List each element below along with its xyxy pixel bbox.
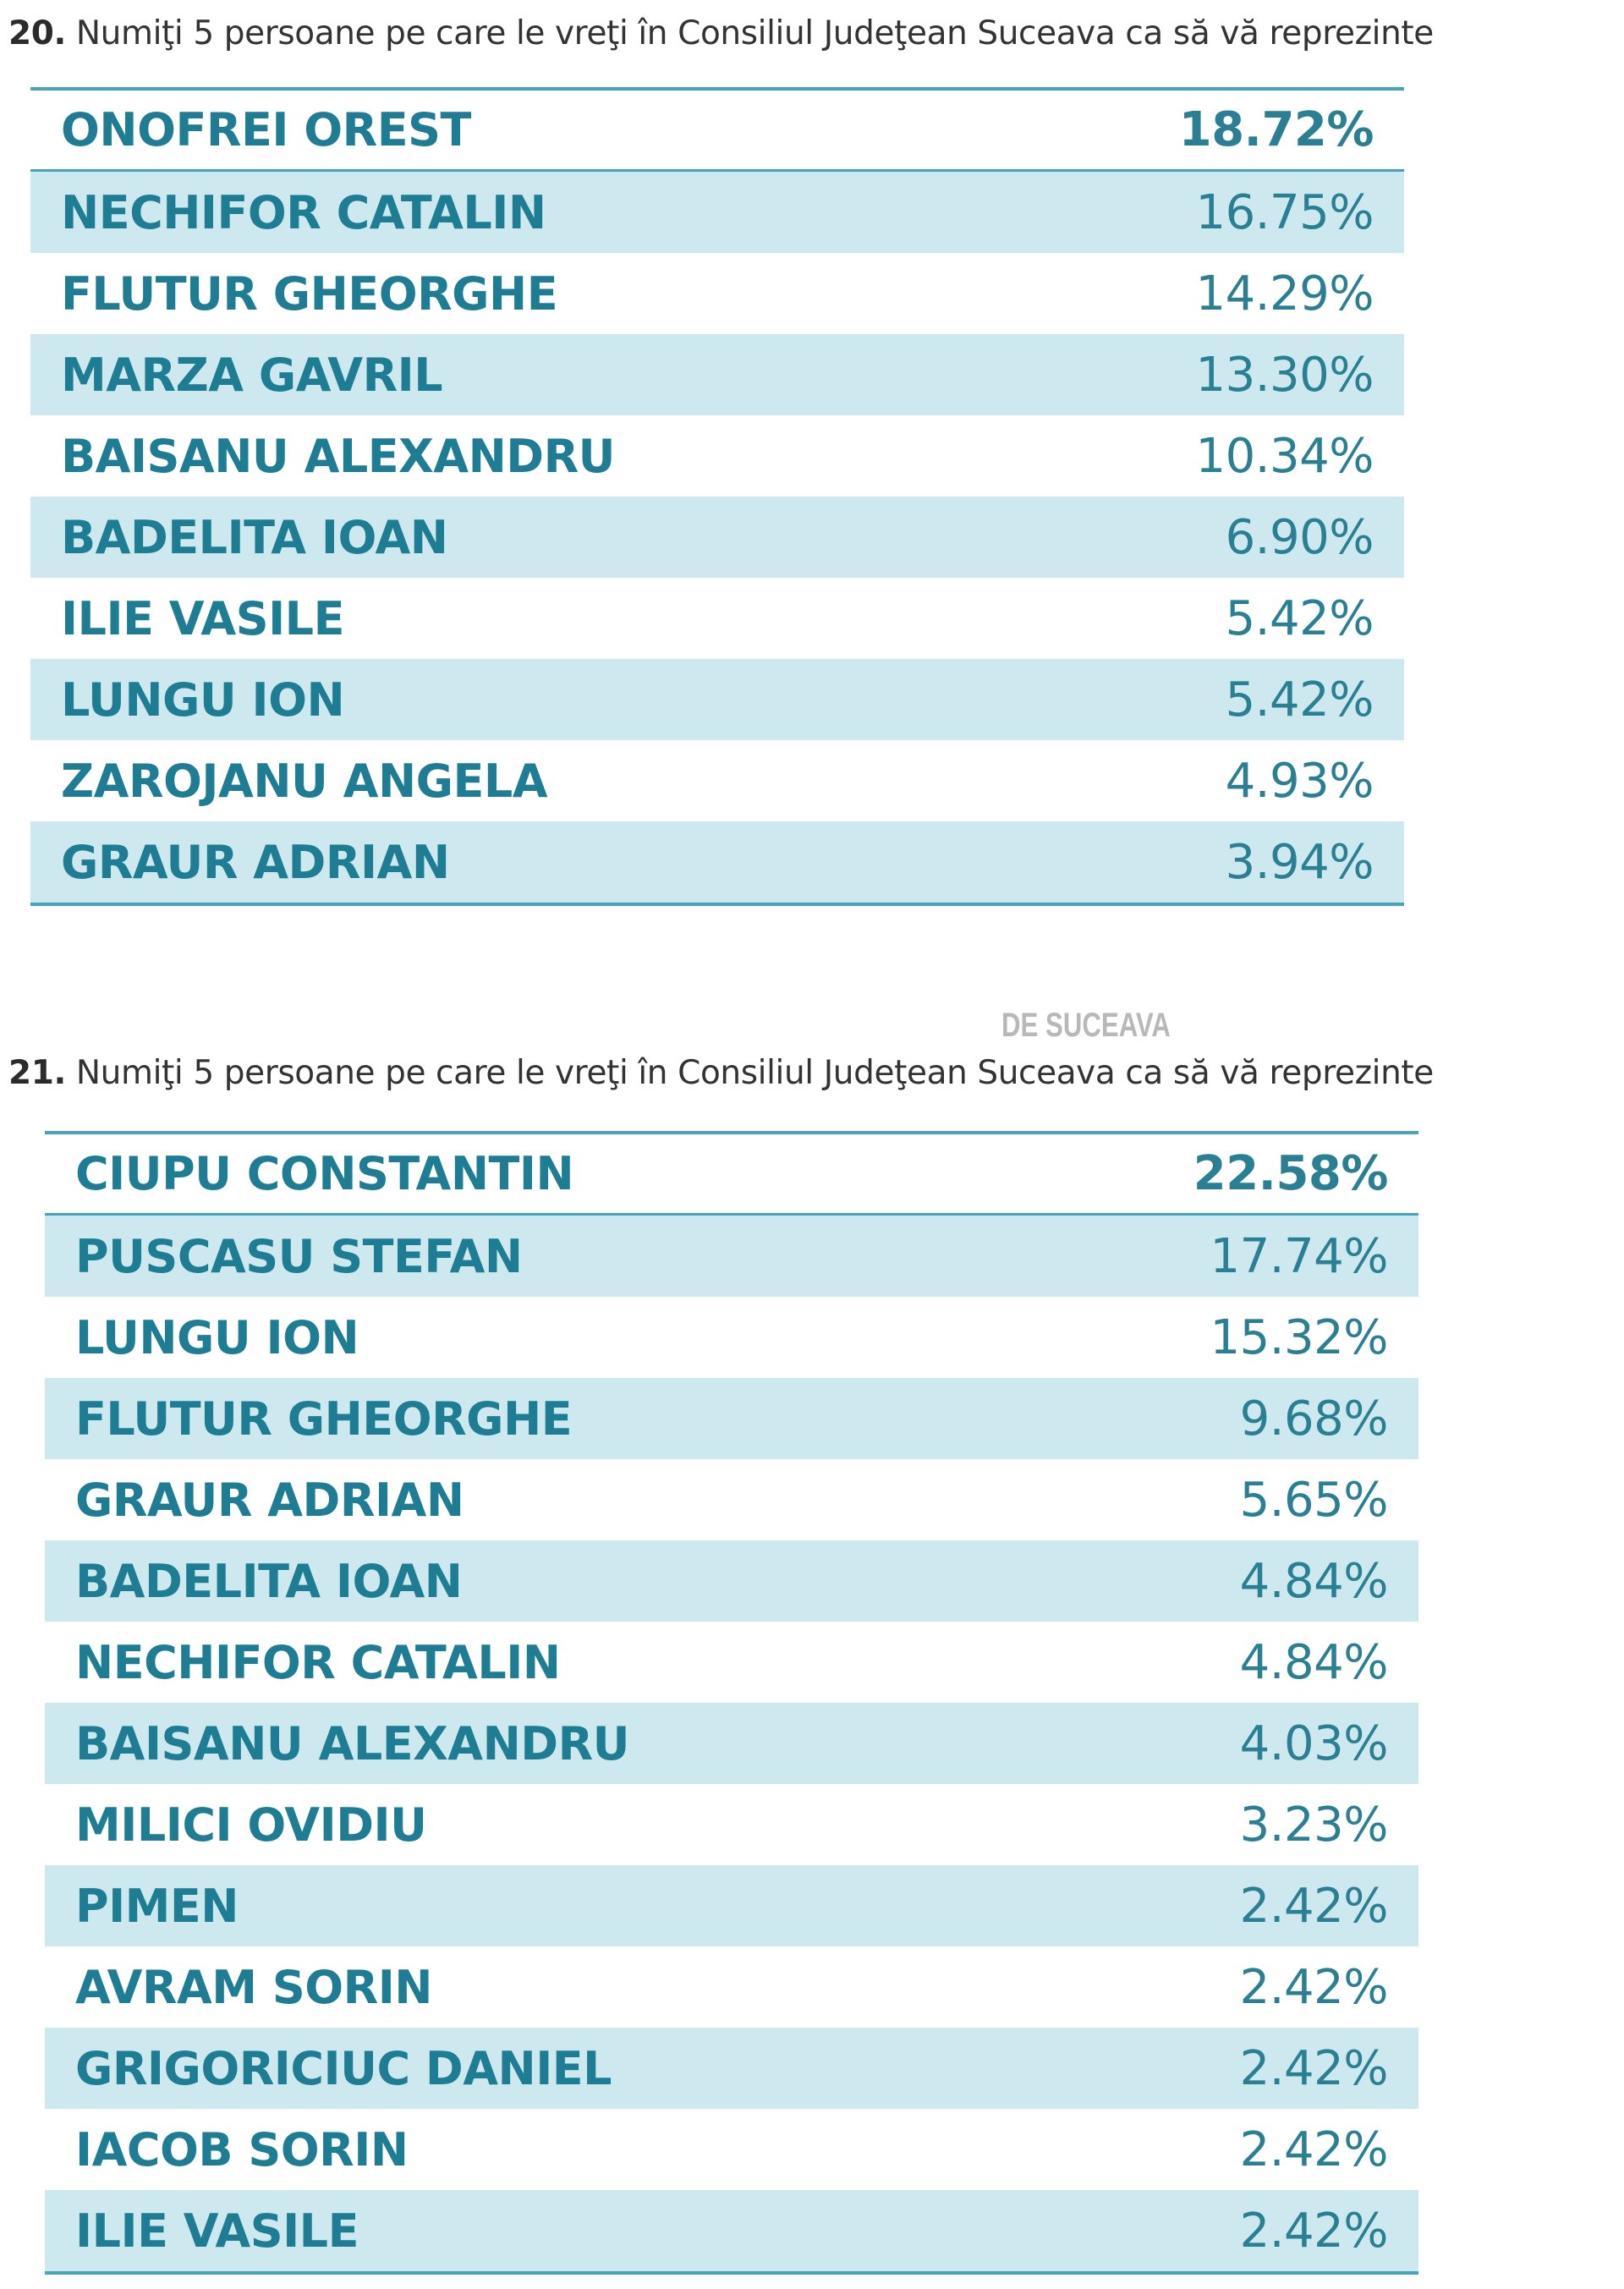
question-number: 21. <box>8 1054 66 1092</box>
percentage-value: 3.94% <box>1225 834 1374 890</box>
candidate-name: GRAUR ADRIAN <box>75 1473 464 1527</box>
question-text: Numiţi 5 persoane pe care le vreţi în Consiliul Judeţean Suceava ca să vă reprezinte <box>75 1054 1434 1092</box>
candidate-name: BAISANU ALEXANDRU <box>75 1716 630 1770</box>
candidate-name: LUNGU ION <box>61 672 345 727</box>
percentage-value: 2.42% <box>1239 2122 1388 2177</box>
question-text: Numiţi 5 persoane pe care le vreţi în Consiliul Judeţean Suceava ca să vă reprezinte <box>75 14 1434 52</box>
table-row <box>30 659 1404 740</box>
table-row <box>45 1946 1418 2028</box>
percentage-value: 2.42% <box>1239 1878 1388 1934</box>
question-21-heading <box>8 1050 1434 1097</box>
percentage-value: 4.03% <box>1239 1715 1388 1771</box>
table-row <box>45 1134 1418 1216</box>
results-table-20 <box>30 87 1404 906</box>
table-row <box>30 172 1404 253</box>
percentage-value: 5.42% <box>1225 590 1374 646</box>
table-row <box>30 253 1404 334</box>
candidate-name: BAISANU ALEXANDRU <box>61 429 616 483</box>
percentage-value: 16.75% <box>1195 184 1374 240</box>
table-row <box>30 334 1404 415</box>
question-number: 20. <box>8 14 66 52</box>
candidate-name: PUSCASU STEFAN <box>75 1229 523 1283</box>
table-row <box>45 1865 1418 1946</box>
watermark: DE SUCEAVA <box>1001 1007 1171 1044</box>
table-row <box>30 740 1404 821</box>
candidate-name: BADELITA IOAN <box>61 510 448 564</box>
table-row <box>45 1216 1418 1297</box>
table-row <box>45 2190 1418 2271</box>
percentage-value: 3.23% <box>1239 1797 1388 1853</box>
candidate-name: GRAUR ADRIAN <box>61 835 450 889</box>
percentage-value: 14.29% <box>1195 266 1374 321</box>
percentage-value: 10.34% <box>1195 428 1374 484</box>
candidate-name: MARZA GAVRIL <box>61 348 443 402</box>
candidate-name: NECHIFOR CATALIN <box>61 185 546 239</box>
percentage-value: 4.93% <box>1225 753 1374 809</box>
candidate-name: ZAROJANU ANGELA <box>61 754 548 808</box>
percentage-value: 18.72% <box>1178 102 1374 157</box>
percentage-value: 4.84% <box>1239 1634 1388 1690</box>
table-row <box>45 2028 1418 2109</box>
percentage-value: 2.42% <box>1239 2203 1388 2259</box>
table-row <box>45 1703 1418 1784</box>
table-row <box>45 1622 1418 1703</box>
candidate-name: GRIGORICIUC DANIEL <box>75 2041 612 2095</box>
candidate-name: NECHIFOR CATALIN <box>75 1635 561 1689</box>
question-20-heading <box>8 10 1434 58</box>
candidate-name: FLUTUR GHEORGHE <box>61 266 558 321</box>
candidate-name: BADELITA IOAN <box>75 1554 463 1608</box>
percentage-value: 22.58% <box>1193 1146 1388 1201</box>
percentage-value: 9.68% <box>1239 1391 1388 1446</box>
candidate-name: MILICI OVIDIU <box>75 1798 427 1852</box>
percentage-value: 6.90% <box>1225 509 1374 565</box>
candidate-name: ILIE VASILE <box>61 591 344 645</box>
candidate-name: LUNGU ION <box>75 1310 359 1364</box>
candidate-name: FLUTUR GHEORGHE <box>75 1392 573 1446</box>
candidate-name: AVRAM SORIN <box>75 1960 432 2014</box>
table-row <box>30 821 1404 903</box>
table-row <box>45 1540 1418 1622</box>
percentage-value: 15.32% <box>1210 1309 1388 1365</box>
table-row <box>45 2109 1418 2190</box>
candidate-name: ILIE VASILE <box>75 2204 359 2258</box>
percentage-value: 4.84% <box>1239 1553 1388 1609</box>
results-table-21 <box>45 1131 1418 2275</box>
percentage-value: 13.30% <box>1195 347 1374 403</box>
percentage-value: 5.65% <box>1239 1472 1388 1528</box>
table-row <box>30 91 1404 172</box>
candidate-name: IACOB SORIN <box>75 2122 409 2176</box>
percentage-value: 2.42% <box>1239 2040 1388 2096</box>
table-row <box>45 1459 1418 1540</box>
candidate-name: CIUPU CONSTANTIN <box>75 1147 574 1200</box>
percentage-value: 17.74% <box>1210 1228 1388 1284</box>
candidate-name: PIMEN <box>75 1879 239 1933</box>
percentage-value: 5.42% <box>1225 672 1374 727</box>
table-row <box>45 1297 1418 1378</box>
percentage-value: 2.42% <box>1239 1959 1388 2015</box>
table-row <box>30 497 1404 578</box>
table-row <box>45 1784 1418 1865</box>
table-row <box>30 415 1404 497</box>
candidate-name: ONOFREI OREST <box>61 103 471 156</box>
table-row <box>45 1378 1418 1459</box>
table-row <box>30 578 1404 659</box>
